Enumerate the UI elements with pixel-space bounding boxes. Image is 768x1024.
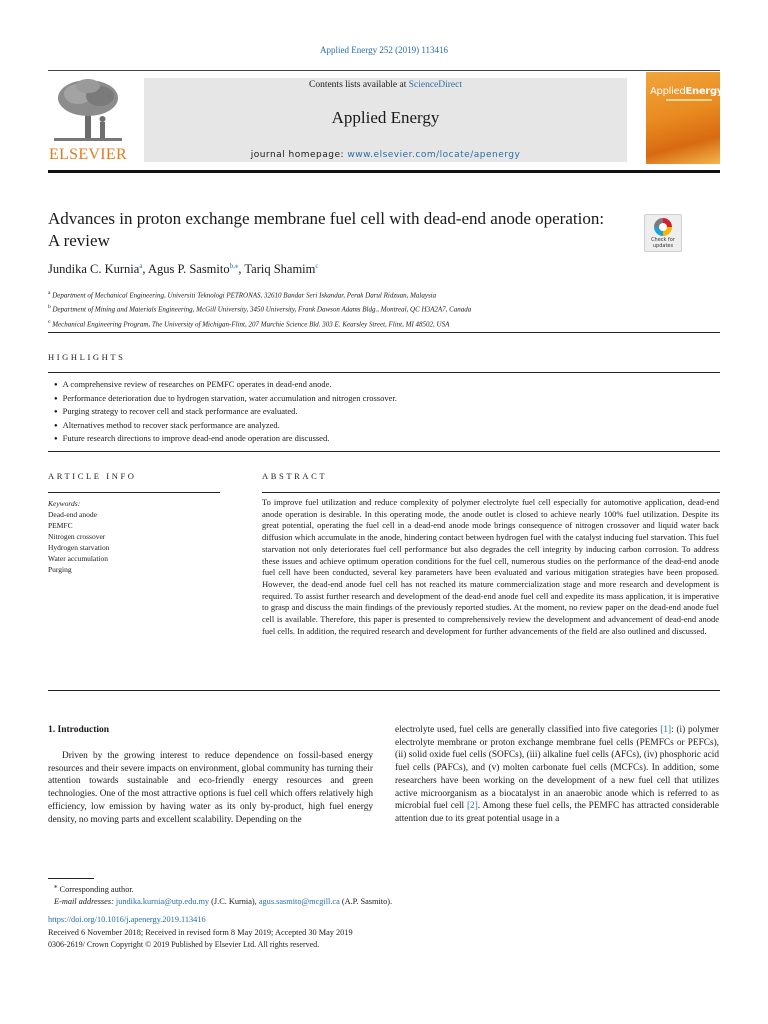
author-name[interactable]: Agus P. Sasmito xyxy=(147,262,230,277)
email-addresses: E-mail addresses: jundika.kurnia@utp.edu.my (J.C. Kurnia), agus.sasmito@mcgill.ca (A.P. Sasmito). xyxy=(54,896,393,906)
elsevier-logo xyxy=(48,76,128,164)
affiliation: $^c$ Mechanical Engineering Program, The University of Michigan-Flint, 207 Murchie Science Bld. 303 E. Kearsley Street, Flint, MI 48502, USA xyxy=(48,318,450,328)
homepage-prefix: journal homepage: xyxy=(250,150,348,160)
author-name[interactable]: Tariq Shamim xyxy=(244,262,316,277)
keywords-label: Keywords: xyxy=(48,499,81,508)
footnote xyxy=(54,881,392,908)
keyword: Nitrogen crossover xyxy=(48,532,106,541)
divider xyxy=(262,492,720,493)
affiliation: $^b$ Department of Mining and Materials Engineering, McGill University, 3450 University, Frank Dawson Adams Bldg., Montreal, QC H3A2A7, Canada xyxy=(48,304,472,314)
elsevier-wordmark: ELSEVIER xyxy=(49,146,127,163)
copyright-notice: 0306-2619/ Crown Copyright © 2019 Published by Elsevier Ltd. All rights reserved. xyxy=(48,940,320,949)
contents-line xyxy=(144,80,627,90)
divider xyxy=(48,372,720,373)
highlight-item: ● Alternatives method to recover stack performance are analyzed. xyxy=(54,419,397,433)
highlights-heading: HIGHLIGHTS xyxy=(48,352,126,362)
header-divider xyxy=(48,170,720,173)
reference-link[interactable]: [2] xyxy=(466,801,478,812)
divider xyxy=(48,70,720,71)
crossmark-badge[interactable] xyxy=(644,214,682,252)
highlight-item: ● Purging strategy to recover cell and stack performance are evaluated. xyxy=(54,405,397,419)
divider xyxy=(48,332,720,333)
article-info-heading: ARTICLE INFO xyxy=(48,471,137,481)
author-affil-mark[interactable]: b,⁎ xyxy=(229,262,239,270)
highlights-list xyxy=(54,378,397,446)
highlight-item: ● Performance deterioration due to hydrogen starvation, water accumulation and nitrogen crossover. xyxy=(54,392,397,406)
crossmark-label: Check for updates xyxy=(651,237,675,249)
article-title: Advances in proton exchange membrane fuel cell with dead-end anode operation: A review xyxy=(48,209,605,250)
abstract-heading: ABSTRACT xyxy=(262,471,328,481)
doi-link[interactable]: https://doi.org/10.1016/j.apenergy.2019.113416 xyxy=(48,915,206,924)
journal-header xyxy=(144,78,627,162)
cover-decoration xyxy=(666,99,712,101)
author-list: Jundika C. Kurnia$^a$, Agus P. Sasmito$^{b,⁎}$, Tariq Shamim$^c$ xyxy=(48,262,319,277)
email-link[interactable]: agus.sasmito@mcgill.ca xyxy=(258,896,340,906)
divider xyxy=(48,451,720,452)
author-name[interactable]: Jundika C. Kurnia xyxy=(48,262,140,277)
affiliation: $^a$ Department of Mechanical Engineering, Universiti Teknologi PETRONAS, 32610 Bandar Seri Iskandar, Perak Darul Ridzuan, Malaysia xyxy=(48,290,437,300)
homepage-link[interactable]: www.elsevier.com/locate/apenergy xyxy=(347,150,521,160)
abstract-text: To improve fuel utilization and reduce complexity of polymer electrolyte fuel cell especially for automotive application, dead-end anode operation is desirable. In this operating mode, the anode outlet is closed to achieve nearly 100% fuel utilization. Despite its great potential, operating the fuel cell in a dead-end anode mode brings consequence of nitrogen crossover and liquid water back diffusion which accumulate in the anode, hindering contact between hydrogen fuel with the catalyst inducing fuel starvation. This fuel starvation not only deteriorates fuel cell performance but also degrades the cell integrity by inducing carbon corrosion. To address these issues and achieve optimum operation conditions for the fuel cell, numerous studies on the performance of the dead-end anode fuel cell have been conducted, several key parameters have been evaluated and various mitigation strategies have been proposed. However, the dead-end anode fuel cell has not reached its mature commercialization stage and more research and development is required. To assist further research and development of the dead-end anode fuel cell and expedite its mass application, it is imperative to grasp and discuss the main findings of the previously reported studies. At the moment, no review paper on the dead-end anode fuel cell is available. Therefore, this paper is presented to comprehensively review the development and advancement of dead-end anode fuel cells. In addition, the required research and development for further advancements of the field are also outlined and discussed. xyxy=(262,497,719,636)
homepage-line xyxy=(144,150,627,160)
section-heading: 1. Introduction xyxy=(48,725,110,735)
footnote-divider xyxy=(48,878,94,879)
email-link[interactable]: jundika.kurnia@utp.edu.my xyxy=(115,896,210,906)
journal-cover-thumbnail[interactable] xyxy=(646,72,724,164)
intro-paragraph-left: Driven by the growing interest to reduce dependence on fossil-based energy resources and their severe impacts on environment, global community has turning their attention towards sustainable and eco-friendly energy resources and green technologies. One of the most attractive options is fuel cell which offers relatively high efficiency, low emission by having water as its only by-product, high fuel energy density, no moving parts and excellent scalability. Depending on the xyxy=(48,751,373,825)
keywords-list xyxy=(48,498,109,575)
divider xyxy=(48,690,720,691)
received-dates: Received 6 November 2018; Received in revised form 8 May 2019; Accepted 30 May 2019 xyxy=(48,928,353,937)
keyword: Water accumulation xyxy=(48,554,108,563)
sciencedirect-link[interactable]: ScienceDirect xyxy=(408,80,462,90)
crossmark-icon xyxy=(654,218,672,236)
cover-title: AppliedEnergy xyxy=(650,86,724,97)
highlight-item: ● A comprehensive review of researches on PEMFC operates in dead-end anode. xyxy=(54,378,397,392)
journal-citation[interactable]: Applied Energy 252 (2019) 113416 xyxy=(320,45,448,55)
author-affil-mark[interactable]: c xyxy=(315,262,319,270)
tree-logo-icon xyxy=(48,76,128,146)
journal-name: Applied Energy xyxy=(331,108,440,127)
contents-prefix: Contents lists available at xyxy=(308,80,409,90)
divider xyxy=(48,492,220,493)
intro-paragraph-right: electrolyte used, fuel cells are generally classified into five categories [1]: (i) polymer electrolyte membrane or proton exchange membrane fuel cells (PEMFCs or PEFCs), (ii) solid oxide fuel cells (SOFCs), (iii) alkaline fuel cells (AFCs), (iv) phosphoric acid fuel cells (PAFCs), and (v) molten carbonate fuel cells (MCFCs). In addition, some researchers have been working on the development of a new fuel cell that utilizes active microorganism as a biocatalyst in an anaerobic anode which is referred to as microbial fuel cell [2]. Among these fuel cells, the PEMFC has attracted considerable attention due to its great potential usage in a xyxy=(395,725,719,824)
highlight-item: ● Future research directions to improve dead-end anode operation are discussed. xyxy=(54,432,397,446)
reference-link[interactable]: [1] xyxy=(660,725,672,735)
keyword: Hydrogen starvation xyxy=(48,543,110,552)
affiliations xyxy=(48,287,471,330)
keyword: Purging xyxy=(48,565,72,574)
keyword: Dead-end anode xyxy=(48,510,97,519)
author-affil-mark[interactable]: a xyxy=(139,262,143,270)
keyword: PEMFC xyxy=(48,521,73,530)
corresponding-author-note: ⁎ Corresponding author. xyxy=(54,883,134,894)
